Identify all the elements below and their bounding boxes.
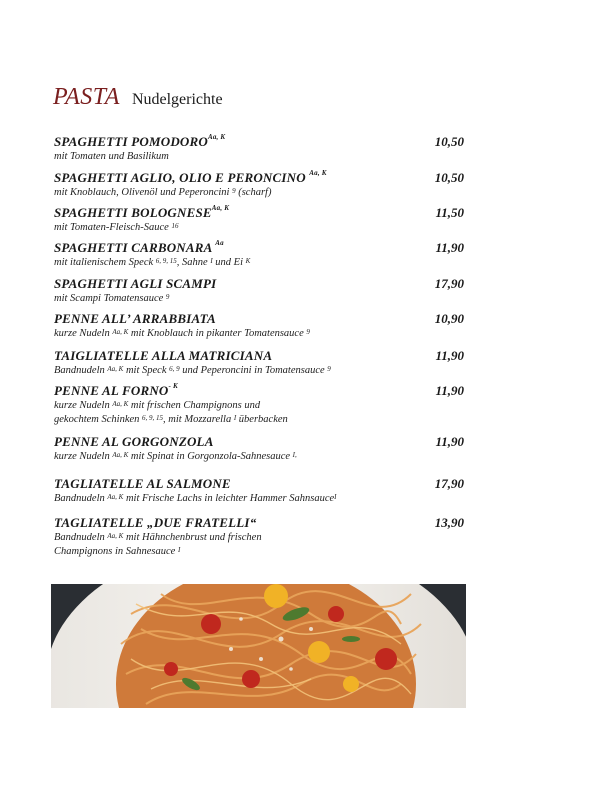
item-description: Bandnudeln $^{Aa, K}$ mit Hähnchenbrust und frischen bbox=[54, 532, 262, 543]
menu-item-tagliatelle-due-fratelli bbox=[54, 515, 464, 559]
item-name: SPAGHETTI CARBONARA $^{Aa}$ bbox=[54, 239, 224, 255]
item-price: 11,90 bbox=[435, 240, 464, 255]
item-description: mit italienischem Speck $^{6, 9, 15}$, Sahne $^I$ und Ei $^K$ bbox=[54, 257, 251, 268]
item-name: PENNE AL $FORNO^{- K}$ bbox=[54, 382, 178, 398]
item-description: kurze Nudeln $^{Aa, K}$ mit Spinat in Gorgonzola-Sahnesauce $^{I,}$ bbox=[54, 451, 297, 462]
item-name: PENNE AL GORGONZOLA bbox=[54, 434, 214, 449]
allergen-code: Aa, K bbox=[309, 169, 327, 177]
item-price: 17,90 bbox=[434, 276, 464, 291]
item-price: 11,90 bbox=[435, 348, 464, 363]
item-description: Bandnudeln $^{Aa, K}$ mit Frische Lachs in leichter Hammer Sahnsauce$^I$ bbox=[54, 493, 337, 504]
pasta-illustration bbox=[51, 584, 466, 708]
item-name: TAGLIATELLE „DUE FRATELLI“ bbox=[54, 515, 257, 530]
menu-item-penne-arrabbiata bbox=[54, 311, 464, 341]
page-title: PASTA bbox=[53, 84, 120, 110]
item-name: SPAGHETTI $POMODORO^{Aa, K}$ bbox=[54, 133, 226, 149]
page-header bbox=[53, 84, 223, 111]
item-description: mit Knoblauch, Olivenöl und Peperoncini $^9$ (scharf) bbox=[54, 187, 272, 198]
allergen-code: Aa, K bbox=[207, 133, 226, 141]
allergen-code: - K bbox=[168, 382, 178, 390]
menu-item-penne-gorgonzola bbox=[54, 434, 464, 464]
item-price: 10,50 bbox=[434, 170, 464, 185]
menu-item-spaghetti-pomodoro bbox=[54, 134, 464, 164]
item-description: mit Tomaten-Fleisch-Sauce $^{16}$ bbox=[54, 222, 179, 233]
menu-item-spaghetti-scampi bbox=[54, 276, 464, 306]
menu-item-tagliatelle-salmone bbox=[54, 476, 464, 506]
item-description: mit Tomaten und Basilikum bbox=[54, 151, 169, 162]
item-name: TAIGLIATELLE ALLA MATRICIANA bbox=[54, 348, 273, 363]
menu-item-penne-al-forno bbox=[54, 383, 464, 427]
allergen-code: Aa bbox=[215, 239, 224, 247]
item-price: 13,90 bbox=[434, 515, 464, 530]
menu-item-spaghetti-bolognese bbox=[54, 205, 464, 235]
item-name: PENNE ALL’ ARRABBIATA bbox=[54, 311, 216, 326]
item-description: mit Scampi Tomatensauce $^9$ bbox=[54, 293, 170, 304]
item-price: 10,50 bbox=[434, 134, 464, 149]
menu-item-taigliatelle-matriciana bbox=[54, 348, 464, 378]
item-name: TAGLIATELLE AL SALMONE bbox=[54, 476, 231, 491]
item-description-line-2: Champignons in Sahnesauce $^I$ bbox=[54, 546, 181, 557]
item-price: 11,90 bbox=[435, 383, 464, 398]
item-price: 11,90 bbox=[435, 434, 464, 449]
item-description: Bandnudeln $^{Aa, K}$ mit Speck $^{6, 9}$ und Peperoncini in Tomatensauce $^9$ bbox=[54, 365, 331, 376]
item-name: SPAGHETTI AGLIO, OLIO E PERONCINO $^{Aa, K}$ bbox=[54, 169, 327, 185]
item-name: SPAGHETTI AGLI SCAMPI bbox=[54, 276, 217, 291]
item-price: 17,90 bbox=[434, 476, 464, 491]
item-description-line-2: gekochtem Schinken $^{6, 9, 15}$, mit Mozzarella $^I$ überbacken bbox=[54, 414, 288, 425]
allergen-code: Aa, K bbox=[211, 204, 230, 212]
pasta-photo bbox=[51, 584, 466, 708]
menu-item-spaghetti-carbonara bbox=[54, 240, 464, 270]
item-description: kurze Nudeln $^{Aa, K}$ mit frischen Champignons und bbox=[54, 400, 261, 411]
item-description: kurze Nudeln $^{Aa, K}$ mit Knoblauch in pikanter Tomatensauce $^9$ bbox=[54, 328, 310, 339]
item-price: 11,50 bbox=[435, 205, 464, 220]
item-price: 10,90 bbox=[434, 311, 464, 326]
menu-item-spaghetti-aglio-olio bbox=[54, 170, 464, 200]
page-subtitle: Nudelgerichte bbox=[131, 91, 223, 108]
item-name: SPAGHETTI $BOLOGNESE^{Aa, K}$ bbox=[54, 204, 230, 220]
